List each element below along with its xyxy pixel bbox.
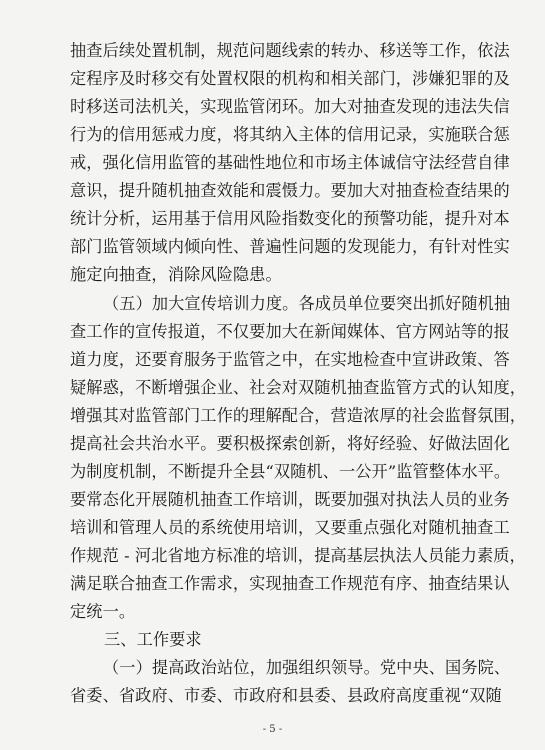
body-line-17: 要常态化开展随机抽查工作培训，既要加强对执法人员的业务 xyxy=(70,490,510,509)
body-line-7: 统计分析，运用基于信用风险指数变化的预警功能，提升对本 xyxy=(70,209,510,228)
body-line-19: 作规范 - 河北省地方标准的培训，提高基层执法人员能力素质， xyxy=(70,546,526,565)
body-line-18: 培训和管理人员的系统使用培训，又要重点强化对随机抽查工 xyxy=(70,518,510,537)
body-line-1: 抽查后续处置机制，规范问题线索的转办、移送等工作，依法 xyxy=(70,41,510,60)
page-number: - 5 - xyxy=(262,724,283,735)
body-line-3: 时移送司法机关，实现监管闭环。加大对抽查发现的违法失信 xyxy=(70,97,510,116)
section-3-heading: 三、工作要求 xyxy=(104,630,202,649)
body-line-8: 部门监管领域内倾向性、普遍性问题的发现能力，有针对性实 xyxy=(70,237,510,256)
body-line-21: 定统一。 xyxy=(70,602,136,621)
body-line-13: 疑解惑，不断增强企业、社会对双随机抽查监管方式的认知度， xyxy=(70,378,527,397)
body-line-20: 满足联合抽查工作需求，实现抽查工作规范有序、抽查结果认 xyxy=(70,574,510,593)
body-line-15: 提高社会共治水平。要积极探索创新，将好经验、好做法固化 xyxy=(70,434,510,453)
body-line-14: 增强其对监管部门工作的理解配合，营造浓厚的社会监督氛围， xyxy=(70,406,527,425)
body-line-12: 道力度，还要育服务于监管之中，在实地检查中宣讲政策、答 xyxy=(70,350,510,369)
body-line-9: 施定向抽查，消除风险隐患。 xyxy=(70,265,282,284)
subsection-1-heading-line: （一）提高政治站位，加强组织领导。党中央、国务院、 xyxy=(103,658,511,677)
body-line-4: 行为的信用惩戒力度，将其纳入主体的信用记录，实施联合惩 xyxy=(70,125,510,144)
body-line-16: 为制度机制，不断提升全县“双随机、一公开”监管整体水平。 xyxy=(70,462,511,481)
section-5-heading-line: （五）加大宣传培训力度。各成员单位要突出抓好随机抽 xyxy=(103,294,511,313)
body-line-11: 查工作的宣传报道，不仅要加大在新闻媒体、官方网站等的报 xyxy=(70,322,510,341)
body-line-2: 定程序及时移交有处置权限的机构和相关部门，涉嫌犯罪的及 xyxy=(70,69,510,88)
body-line-6: 意识，提升随机抽查效能和震慑力。要加大对抽查检查结果的 xyxy=(70,181,510,200)
body-line-24: 省委、省政府、市委、市政府和县委、县政府高度重视“双随 xyxy=(70,686,502,705)
body-line-5: 戒，强化信用监管的基础性地位和市场主体诚信守法经营自律 xyxy=(70,153,510,172)
